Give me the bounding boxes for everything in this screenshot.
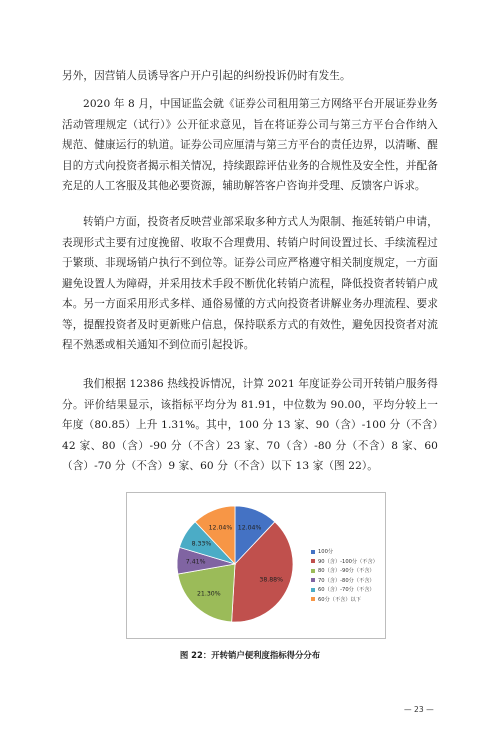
pie-data-label-4: 7.41% [185,558,206,566]
paragraph-3: 转销户方面，投资者反映营业部采取多种方式人为限制、拖延转销户申请，表现形式主要有过度挽留、收取不合理费用、转销户时间设置过长、手续流程过于繁琐、非现场销户执行不到位等。证券公司应严格遵守相关制度规定，一方面避免设置人为障碍，并采用技术手段不断优化转销户流程，降低投资者转销户成本。另一方面采用形式多样、通俗易懂的方式向投资者讲解业务办理流程、要求等，提醒投资者及时更新账户信息，保持联系方式的有效性，避免因投资者对流程不熟悉或相关通知不到位而引起投诉。 [62,216,438,351]
legend-label: 60分（不含）以下 [318,596,361,603]
paragraph-1: 另外，因营销人员诱导客户开户引起的纠纷投诉仍时有发生。 [62,70,351,82]
paragraph-4: 我们根据 12386 热线投诉情况，计算 2021 年度证券公司开转销户服务得分。评价结果显示，该指标平均分为 81.91，中位数为 90.00，平均分较上一年度（80.85）上升 1.31%。其中，100 分 13 家、90（含）-100 分（不含）42 家、80（含）-90 分（不含）23 家、70（含）-80 分（不含）8 家、60（含）-70 分（不含）9 家、60 分（不含）以下 13 家（图 22）。 [62,378,438,472]
legend-label: 100分 [318,549,334,556]
legend-item-5 [311,585,378,595]
legend-swatch [311,550,315,554]
pie-data-label-2: 38.88% [259,576,284,584]
pie-chart-frame [126,492,386,639]
legend-item-2 [311,557,378,567]
paragraph-2: 2020 年 8 月，中国证监会就《证券公司租用第三方网络平台开展证券业务活动管理规定（试行）》公开征求意见，旨在将证券公司与第三方平台合作纳入规范、健康运行的轨道。证券公司应厘清与第三方平台的责任边界，以清晰、醒目的方式向投资者揭示相关情况，持续跟踪评估业务的合规性及安全性，并配备充足的人工客服及其他必要资源，辅助解答客户咨询并受理、反馈客户诉求。 [62,98,438,192]
chart-legend [311,547,378,604]
legend-swatch [311,597,315,601]
figure-caption: 图 22：开转销户便利度指标得分分布 [179,650,321,660]
legend-swatch [311,578,315,582]
legend-label: 70（含）-80分（不含） [318,577,375,584]
pie-data-label-3: 21.30% [196,590,221,598]
legend-item-6 [311,595,378,605]
legend-swatch [311,588,315,592]
legend-item-3 [311,566,378,576]
pie-data-label-1: 12.04% [237,524,262,532]
legend-item-1 [311,547,378,557]
legend-label: 80（含）-90分（不含） [318,568,375,575]
legend-swatch [311,569,315,573]
page-number: — 23 — [404,705,434,714]
legend-label: 60（含）-70分（不含） [318,587,375,594]
legend-item-4 [311,576,378,586]
pie-data-label-6: 12.04% [208,524,233,532]
legend-swatch [311,559,315,563]
pie-data-label-5: 8.33% [191,540,212,548]
legend-label: 90（含）-100分（不含） [318,558,378,565]
